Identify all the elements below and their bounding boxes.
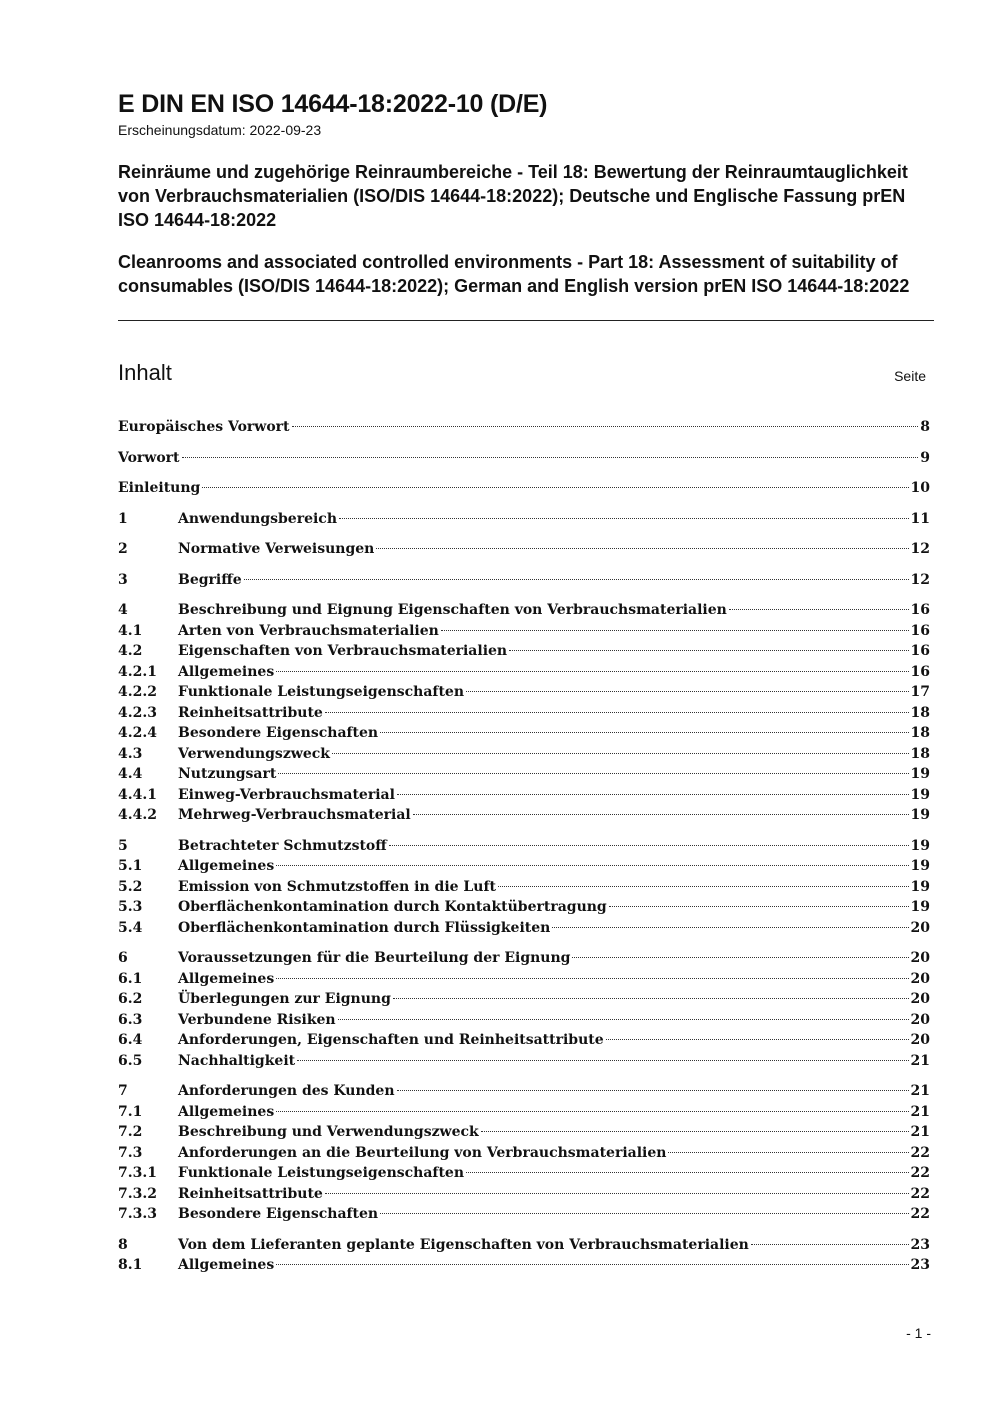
toc-dot-leader <box>729 609 909 610</box>
toc-entry-label: Anforderungen des Kunden <box>178 1083 395 1099</box>
toc-entry-number: 6.1 <box>118 970 143 987</box>
toc-dot-leader <box>276 1111 908 1112</box>
toc-entry-page: 21 <box>910 1124 930 1140</box>
toc-entry-page: 12 <box>910 571 930 588</box>
toc-entry-page: 19 <box>910 858 930 874</box>
toc-entry-page: 16 <box>910 643 930 659</box>
toc-entry[interactable] <box>118 836 930 857</box>
toc-dot-leader <box>441 630 909 631</box>
toc-entry-label: Oberflächenkontamination durch Kontaktübertragung <box>178 899 607 915</box>
toc-entry[interactable] <box>118 662 930 683</box>
toc-entry[interactable] <box>118 509 930 530</box>
toc-entry-number: 7.3 <box>118 1144 143 1161</box>
toc-entry-label: Eigenschaften von Verbrauchsmaterialien <box>178 643 508 659</box>
toc-dot-leader <box>339 518 909 519</box>
toc-entry[interactable] <box>118 417 930 438</box>
toc-entry[interactable] <box>118 1143 930 1164</box>
toc-dot-leader <box>276 671 908 672</box>
toc-entry[interactable] <box>118 600 930 621</box>
toc-entry-number: 7.3.1 <box>118 1165 157 1181</box>
toc-entry-page: 22 <box>910 1165 930 1181</box>
toc-entry-page: 17 <box>910 684 930 700</box>
toc-entry-label: Besondere Eigenschaften <box>178 1206 379 1222</box>
toc-entry[interactable] <box>118 1010 930 1031</box>
toc-entry-number: 7 <box>118 1083 128 1099</box>
toc-entry-number: 4.3 <box>118 745 143 762</box>
toc-dot-leader <box>325 712 909 713</box>
toc-entry-label: Begriffe <box>178 571 242 588</box>
toc-entry-page: 18 <box>910 725 930 741</box>
toc-entry-number: 8 <box>118 1236 128 1253</box>
publication-date: Erscheinungsdatum: 2022-09-23 <box>118 122 322 138</box>
table-of-contents <box>118 417 930 1276</box>
toc-entry-number: 7.2 <box>118 1124 143 1140</box>
toc-entry[interactable] <box>118 539 930 560</box>
toc-entry-label: Vorwort <box>118 449 180 466</box>
toc-entry-number: 5 <box>118 837 128 854</box>
toc-dot-leader <box>609 906 909 907</box>
toc-entry-page: 19 <box>910 807 930 823</box>
title-english: Cleanrooms and associated controlled environments - Part 18: Assessment of suitability of consumables (ISO/DIS 14644-18:2022); German and English version prEN ISO 14644-18:2022 <box>118 252 910 296</box>
toc-entry-number: 8.1 <box>118 1257 143 1273</box>
toc-page-label: Seite <box>894 368 926 384</box>
toc-entry-page: 20 <box>910 1011 930 1028</box>
toc-dot-leader <box>244 579 909 580</box>
toc-entry-label: Anforderungen an die Beurteilung von Verbrauchsmaterialien <box>178 1144 667 1161</box>
toc-entry-number: 5.1 <box>118 858 143 874</box>
toc-entry-page: 21 <box>910 1083 930 1099</box>
toc-entry-page: 11 <box>910 510 930 527</box>
toc-dot-leader <box>397 1090 909 1091</box>
standard-number: E DIN EN ISO 14644-18:2022-10 (D/E) <box>118 90 548 118</box>
toc-entry-label: Arten von Verbrauchsmaterialien <box>178 622 439 639</box>
toc-entry-page: 20 <box>910 950 930 966</box>
toc-entry-label: Normative Verweisungen <box>178 541 375 557</box>
toc-dot-leader <box>413 814 909 815</box>
toc-entry-label: Überlegungen zur Eignung <box>178 991 391 1007</box>
toc-entry-label: Nutzungsart <box>178 766 277 782</box>
toc-dot-leader <box>466 1172 909 1173</box>
toc-entry-page: 18 <box>910 704 930 721</box>
toc-entry[interactable] <box>118 1235 930 1256</box>
toc-dot-leader <box>380 732 908 733</box>
toc-dot-leader <box>668 1152 908 1153</box>
toc-entry-page: 16 <box>910 622 930 639</box>
toc-entry[interactable] <box>118 570 930 591</box>
toc-entry-label: Einleitung <box>118 480 201 496</box>
toc-dot-leader <box>297 1060 908 1061</box>
toc-entry-page: 19 <box>910 766 930 782</box>
toc-entry-label: Europäisches Vorwort <box>118 419 290 435</box>
toc-entry[interactable] <box>118 785 930 806</box>
toc-entry-number: 4.2.3 <box>118 704 157 721</box>
toc-entry-label: Beschreibung und Eignung Eigenschaften von Verbrauchsmaterialien <box>178 602 727 618</box>
toc-entry-label: Reinheitsattribute <box>178 1185 323 1202</box>
toc-entry-number: 4.4.2 <box>118 807 157 823</box>
toc-entry-number: 4.4 <box>118 766 143 782</box>
toc-dot-leader <box>509 650 908 651</box>
toc-entry-number: 6.4 <box>118 1032 143 1048</box>
toc-dot-leader <box>278 773 908 774</box>
toc-entry[interactable] <box>118 641 930 662</box>
toc-entry-page: 9 <box>920 449 930 466</box>
toc-entry-page: 20 <box>910 970 930 987</box>
toc-entry-page: 21 <box>910 1103 930 1120</box>
toc-entry-label: Von dem Lieferanten geplante Eigenschaften von Verbrauchsmaterialien <box>178 1236 749 1253</box>
toc-entry-label: Mehrweg-Verbrauchsmaterial <box>178 807 411 823</box>
toc-entry[interactable] <box>118 1204 930 1225</box>
toc-entry-label: Allgemeines <box>178 1257 275 1273</box>
toc-entry-label: Beschreibung und Verwendungszweck <box>178 1124 479 1140</box>
toc-dot-leader <box>466 691 909 692</box>
toc-dot-leader <box>393 998 909 999</box>
toc-entry-number: 7.1 <box>118 1103 143 1120</box>
toc-entry[interactable] <box>118 723 930 744</box>
toc-dot-leader <box>376 548 908 549</box>
toc-entry-label: Oberflächenkontamination durch Flüssigkeiten <box>178 919 551 936</box>
toc-entry[interactable] <box>118 448 930 469</box>
toc-dot-leader <box>552 927 908 928</box>
toc-entry-label: Allgemeines <box>178 970 275 987</box>
toc-entry[interactable] <box>118 744 930 765</box>
toc-entry-label: Allgemeines <box>178 858 275 874</box>
page-number: - 1 - <box>906 1325 931 1341</box>
toc-entry[interactable] <box>118 948 930 969</box>
toc-entry-label: Voraussetzungen für die Beurteilung der Eignung <box>178 950 571 966</box>
toc-dot-leader <box>380 1213 908 1214</box>
toc-entry-label: Anwendungsbereich <box>178 510 337 527</box>
toc-entry[interactable] <box>118 856 930 877</box>
toc-entry-label: Betrachteter Schmutzstoff <box>178 837 387 854</box>
toc-entry-number: 4.4.1 <box>118 786 157 803</box>
toc-entry-page: 22 <box>910 1206 930 1222</box>
toc-dot-leader <box>332 753 909 754</box>
toc-entry[interactable] <box>118 805 930 826</box>
toc-entry-label: Verwendungszweck <box>178 745 330 762</box>
toc-entry-label: Funktionale Leistungseigenschaften <box>178 1165 465 1181</box>
toc-entry[interactable] <box>118 1163 930 1184</box>
toc-entry-page: 16 <box>910 663 930 680</box>
toc-entry-page: 23 <box>910 1236 930 1253</box>
toc-entry-number: 6.5 <box>118 1052 143 1069</box>
toc-entry[interactable] <box>118 1081 930 1102</box>
toc-dot-leader <box>498 886 909 887</box>
toc-dot-leader <box>182 457 919 458</box>
toc-entry[interactable] <box>118 918 930 939</box>
toc-entry-label: Nachhaltigkeit <box>178 1052 296 1069</box>
toc-entry-number: 4.2.4 <box>118 725 157 741</box>
toc-dot-leader <box>572 957 908 958</box>
toc-entry-label: Funktionale Leistungseigenschaften <box>178 684 465 700</box>
toc-entry-label: Allgemeines <box>178 663 275 680</box>
toc-entry[interactable] <box>118 1122 930 1143</box>
toc-entry-label: Besondere Eigenschaften <box>178 725 379 741</box>
toc-entry-page: 19 <box>910 837 930 854</box>
toc-entry[interactable] <box>118 1051 930 1072</box>
toc-entry-number: 4.2.2 <box>118 684 157 700</box>
toc-entry-number: 6.2 <box>118 991 143 1007</box>
toc-entry-label: Emission von Schmutzstoffen in die Luft <box>178 878 496 895</box>
toc-entry[interactable] <box>118 621 930 642</box>
toc-entry-label: Reinheitsattribute <box>178 704 323 721</box>
toc-entry-page: 22 <box>910 1185 930 1202</box>
toc-entry-number: 1 <box>118 510 128 527</box>
toc-entry-number: 4.2 <box>118 643 143 659</box>
toc-entry-number: 2 <box>118 541 128 557</box>
toc-dot-leader <box>389 845 909 846</box>
toc-entry[interactable] <box>118 897 930 918</box>
toc-entry-page: 19 <box>910 899 930 915</box>
toc-entry-number: 5.3 <box>118 899 143 915</box>
toc-entry-page: 22 <box>910 1144 930 1161</box>
toc-entry[interactable] <box>118 682 930 703</box>
toc-entry-label: Verbundene Risiken <box>178 1011 336 1028</box>
toc-entry-number: 5.2 <box>118 878 143 895</box>
toc-entry-page: 10 <box>910 480 930 496</box>
toc-dot-leader <box>276 1264 908 1265</box>
title-german: Reinräume und zugehörige Reinraumbereiche - Teil 18: Bewertung der Reinraumtauglichkeit von Verbrauchsmaterialien (ISO/DIS 14644-18:2022); Deutsche und Englische Fassung prEN ISO 14644-18:2022 <box>118 162 908 230</box>
toc-entry[interactable] <box>118 1184 930 1205</box>
toc-entry-number: 4.2.1 <box>118 663 157 680</box>
toc-dot-leader <box>397 794 909 795</box>
toc-dot-leader <box>325 1193 909 1194</box>
toc-entry[interactable] <box>118 989 930 1010</box>
toc-dot-leader <box>202 487 908 488</box>
toc-entry[interactable] <box>118 1030 930 1051</box>
toc-dot-leader <box>276 865 908 866</box>
toc-dot-leader <box>751 1244 909 1245</box>
toc-entry[interactable] <box>118 1255 930 1276</box>
toc-entry[interactable] <box>118 877 930 898</box>
toc-entry-page: 8 <box>920 419 930 435</box>
toc-entry-page: 20 <box>910 919 930 936</box>
toc-heading: Inhalt <box>118 360 172 385</box>
toc-dot-leader <box>481 1131 909 1132</box>
toc-entry-page: 19 <box>910 786 930 803</box>
toc-dot-leader <box>276 978 908 979</box>
toc-entry-page: 16 <box>910 602 930 618</box>
toc-entry[interactable] <box>118 969 930 990</box>
toc-entry-number: 7.3.2 <box>118 1185 157 1202</box>
toc-entry-page: 18 <box>910 745 930 762</box>
toc-entry[interactable] <box>118 703 930 724</box>
title-divider <box>118 320 934 321</box>
toc-entry-page: 23 <box>910 1257 930 1273</box>
toc-entry-page: 20 <box>910 1032 930 1048</box>
toc-entry-number: 4 <box>118 602 128 618</box>
toc-dot-leader <box>338 1019 909 1020</box>
toc-entry-number: 6 <box>118 950 128 966</box>
toc-entry-label: Allgemeines <box>178 1103 275 1120</box>
toc-entry[interactable] <box>118 764 930 785</box>
toc-entry-number: 4.1 <box>118 622 143 639</box>
toc-entry[interactable] <box>118 478 930 499</box>
toc-dot-leader <box>606 1039 909 1040</box>
toc-entry-number: 7.3.3 <box>118 1206 157 1222</box>
toc-entry-number: 6.3 <box>118 1011 143 1028</box>
toc-entry-number: 3 <box>118 571 128 588</box>
toc-entry-label: Einweg-Verbrauchsmaterial <box>178 786 395 803</box>
toc-entry-page: 21 <box>910 1052 930 1069</box>
toc-entry-page: 19 <box>910 878 930 895</box>
toc-entry[interactable] <box>118 1102 930 1123</box>
toc-entry-page: 20 <box>910 991 930 1007</box>
toc-entry-label: Anforderungen, Eigenschaften und Reinheitsattribute <box>178 1032 604 1048</box>
toc-entry-page: 12 <box>910 541 930 557</box>
toc-entry-number: 5.4 <box>118 919 143 936</box>
toc-dot-leader <box>292 426 919 427</box>
